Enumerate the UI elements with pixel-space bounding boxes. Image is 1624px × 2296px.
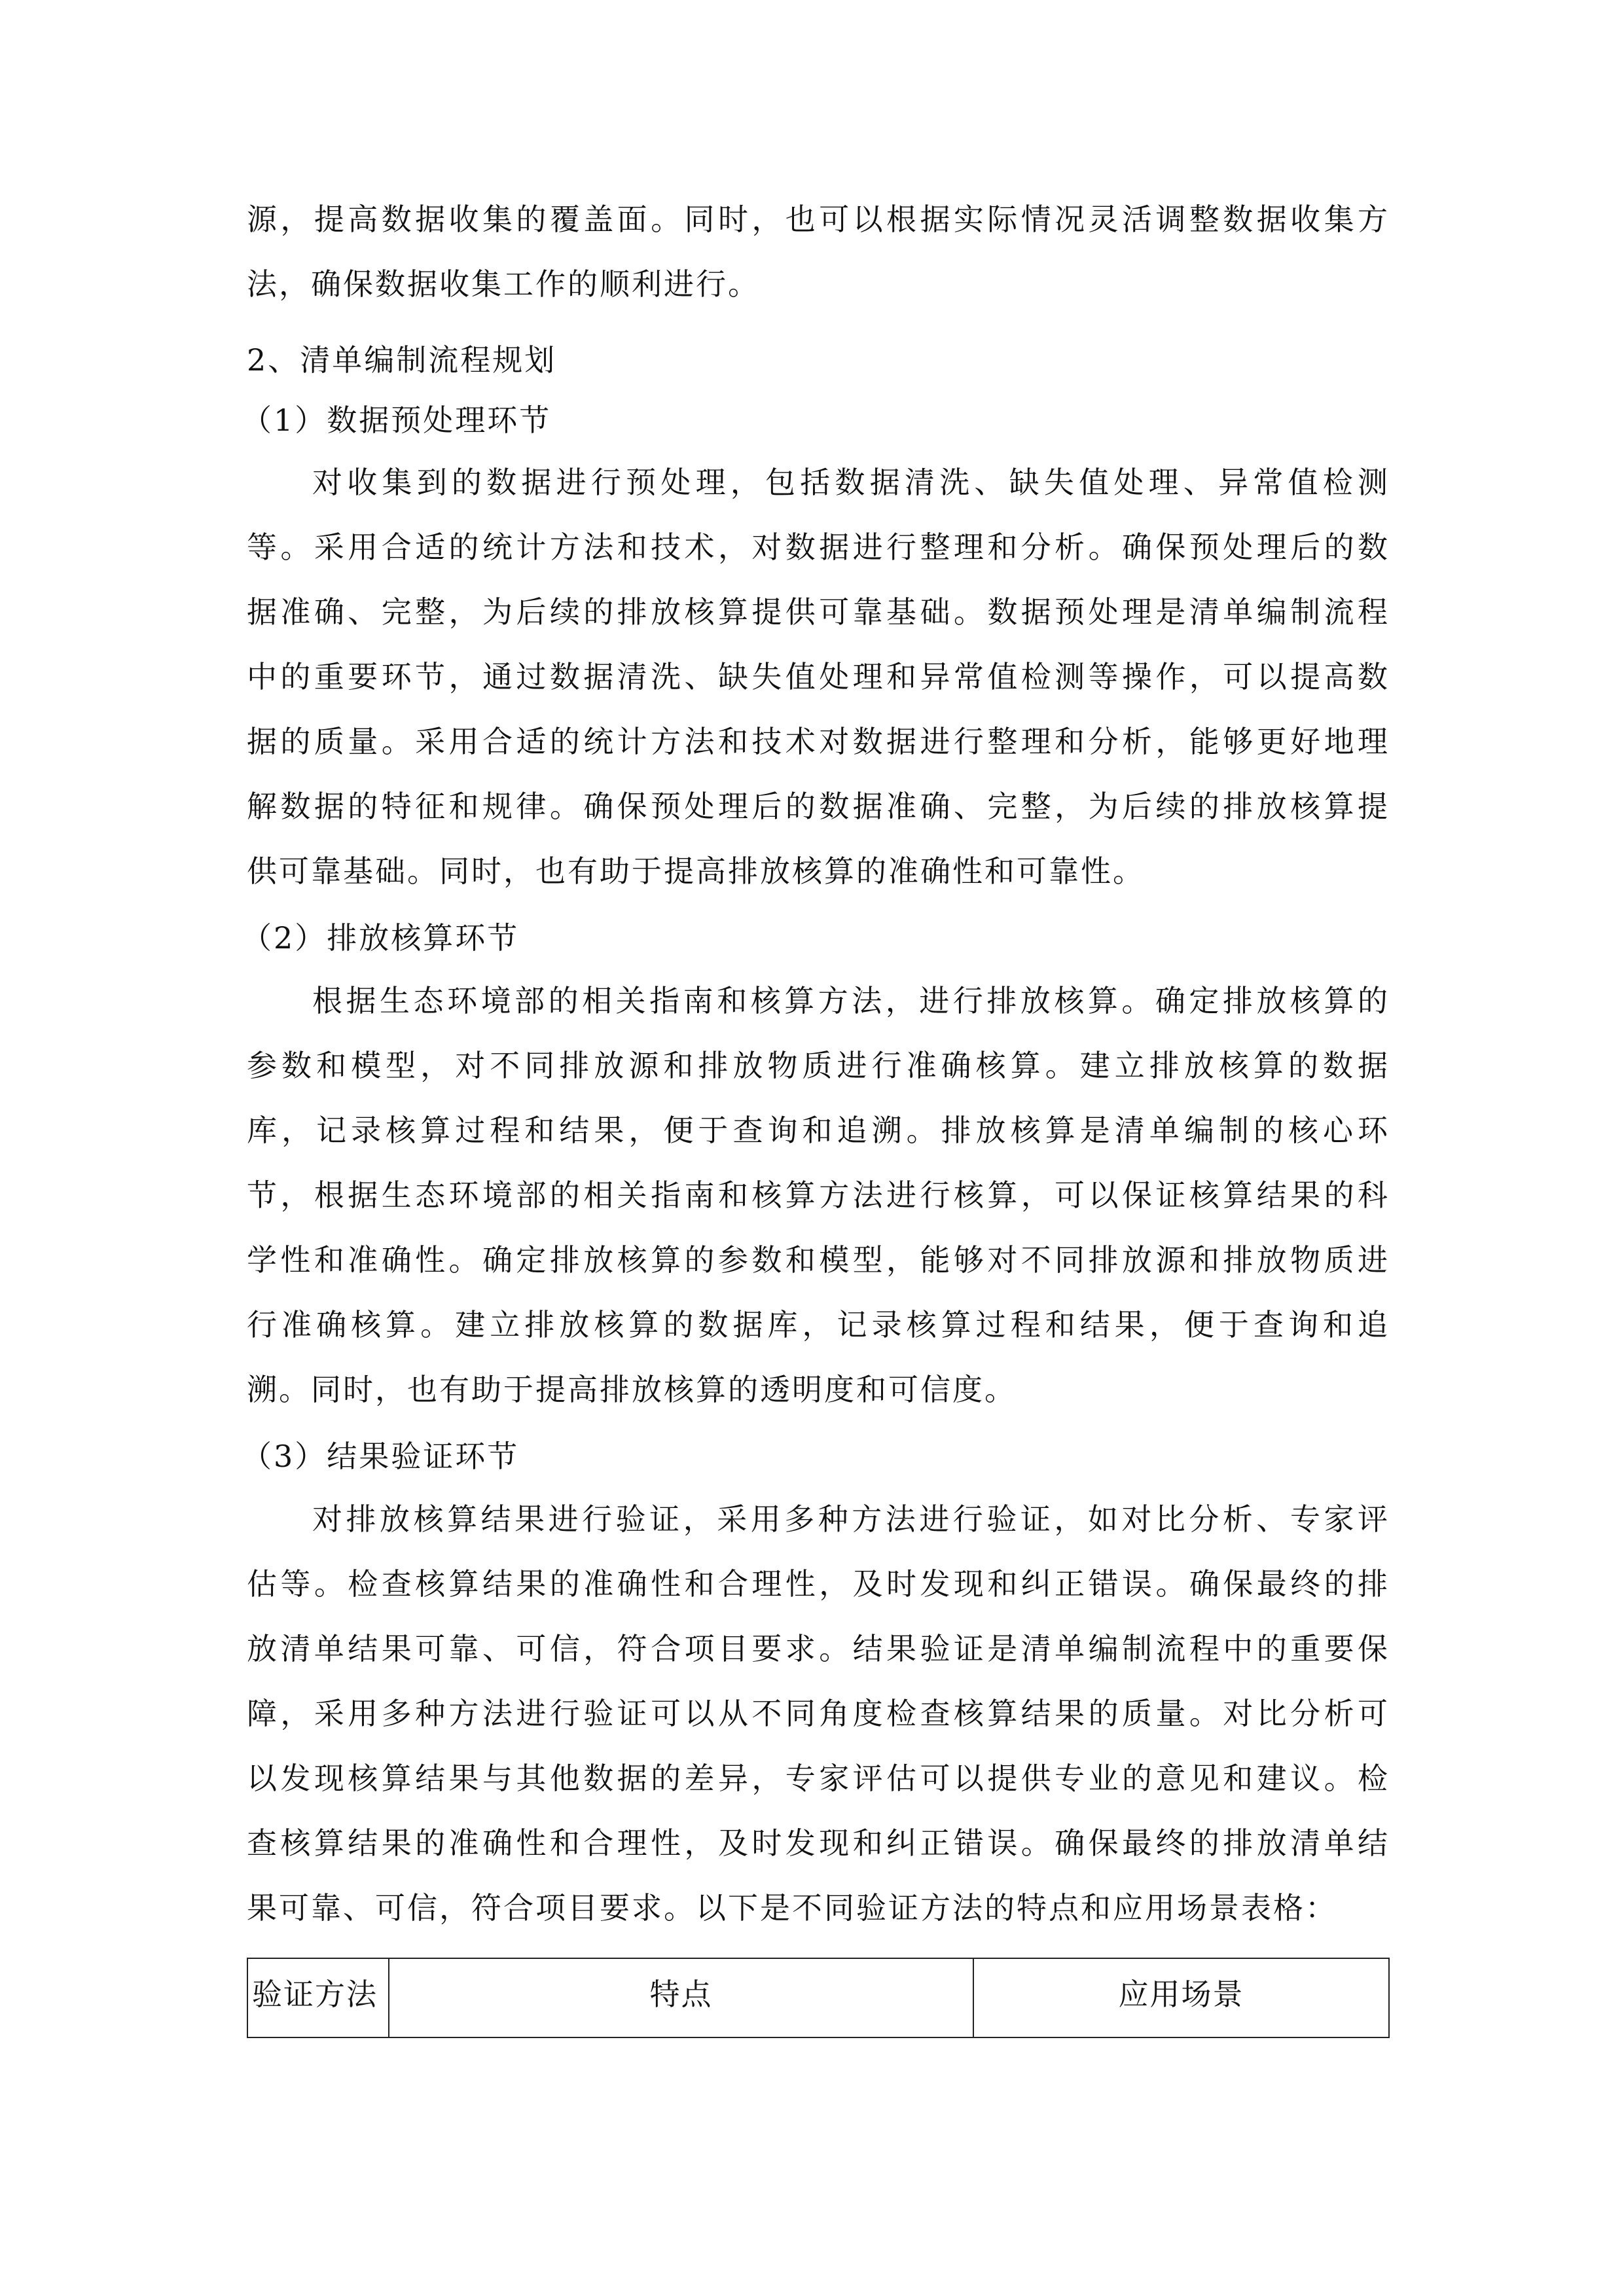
subsection-heading: （3）结果验证环节	[242, 1439, 520, 1474]
paragraph-line: 对排放核算结果进行验证，采用多种方法进行验证，如对比分析、专家评	[312, 1501, 1390, 1537]
paragraph-line: 查核算结果的准确性和合理性，及时发现和纠正错误。确保最终的排放清单结	[247, 1825, 1390, 1861]
paragraph-line: 估等。检查核算结果的准确性和合理性，及时发现和纠正错误。确保最终的排	[247, 1566, 1390, 1602]
paragraph-line: 根据生态环境部的相关指南和核算方法，进行排放核算。确定排放核算的	[312, 983, 1390, 1018]
paragraph-line: 等。采用合适的统计方法和技术，对数据进行整理和分析。确保预处理后的数	[247, 529, 1390, 565]
paragraph-line: 果可靠、可信，符合项目要求。以下是不同验证方法的特点和应用场景表格：	[247, 1890, 1337, 1926]
verification-methods-table	[247, 1958, 1390, 2038]
subsection-heading: （1）数据预处理环节	[242, 403, 552, 438]
table-header-cell-features: 特点	[389, 1958, 973, 2037]
subsection-2-heading-block	[242, 918, 1390, 958]
subsection-3-heading-block	[242, 1437, 1390, 1476]
subsection-3-body	[247, 1487, 1390, 1941]
subsection-1-heading-block	[242, 401, 1390, 440]
paragraph-line: 学性和准确性。确定排放核算的参数和模型，能够对不同排放源和排放物质进	[247, 1242, 1390, 1278]
paragraph-line: 库，记录核算过程和结果，便于查询和追溯。排放核算是清单编制的核心环	[247, 1113, 1390, 1148]
table-header-cell-scenarios: 应用场景	[973, 1958, 1389, 2037]
paragraph-line: 放清单结果可靠、可信，符合项目要求。结果验证是清单编制流程中的重要保	[247, 1631, 1390, 1666]
table-header-row	[247, 1958, 1389, 2037]
paragraph-line: 对收集到的数据进行预处理，包括数据清洗、缺失值处理、异常值检测	[312, 465, 1390, 500]
subsection-heading: （2）排放核算环节	[242, 920, 520, 956]
paragraph-line: 节，根据生态环境部的相关指南和核算方法进行核算，可以保证核算结果的科	[247, 1177, 1390, 1213]
paragraph-line: 参数和模型，对不同排放源和排放物质进行准确核算。建立排放核算的数据	[247, 1048, 1390, 1083]
paragraph-line: 溯。同时，也有助于提高排放核算的透明度和可信度。	[247, 1372, 1017, 1407]
paragraph-line: 法，确保数据收集工作的顺利进行。	[247, 266, 760, 302]
paragraph-line: 据准确、完整，为后续的排放核算提供可靠基础。数据预处理是清单编制流程	[247, 594, 1390, 630]
paragraph-line: 据的质量。采用合适的统计方法和技术对数据进行整理和分析，能够更好地理	[247, 724, 1390, 759]
paragraph-line: 供可靠基础。同时，也有助于提高排放核算的准确性和可靠性。	[247, 853, 1145, 889]
paragraph-line: 行准确核算。建立排放核算的数据库，记录核算过程和结果，便于查询和追	[247, 1307, 1390, 1342]
paragraph-line: 解数据的特征和规律。确保预处理后的数据准确、完整，为后续的排放核算提	[247, 789, 1390, 824]
paragraph-line: 中的重要环节，通过数据清洗、缺失值处理和异常值检测等操作，可以提高数	[247, 659, 1390, 694]
paragraph-line: 以发现核算结果与其他数据的差异，专家评估可以提供专业的意见和建议。检	[247, 1761, 1390, 1796]
paragraph-line: 障，采用多种方法进行验证可以从不同角度检查核算结果的质量。对比分析可	[247, 1696, 1390, 1731]
subsection-2-body	[247, 969, 1390, 1422]
section-heading: 2、清单编制流程规划	[247, 342, 557, 378]
subsection-1-body	[247, 450, 1390, 904]
table-header-cell-method: 验证方法	[247, 1958, 389, 2037]
paragraph-line: 源，提高数据收集的覆盖面。同时，也可以根据实际情况灵活调整数据收集方	[247, 202, 1390, 237]
section-heading-block	[247, 340, 1390, 380]
continuation-paragraph	[247, 187, 1390, 317]
